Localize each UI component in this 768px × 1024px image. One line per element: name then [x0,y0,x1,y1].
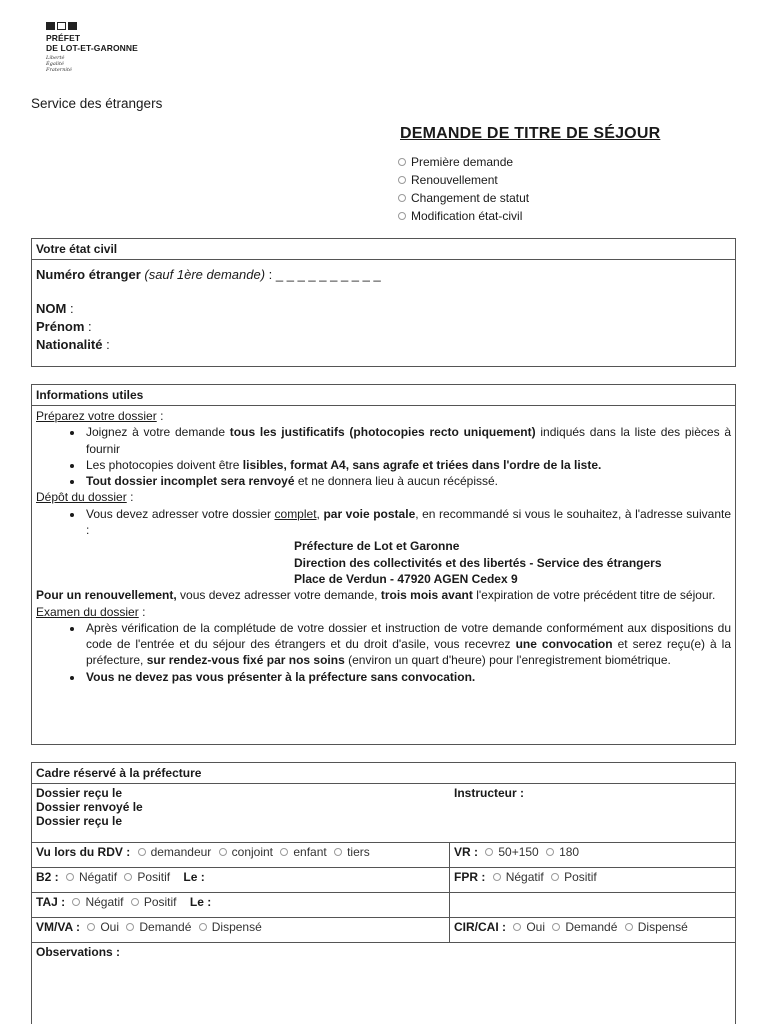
nom-field[interactable]: NOM : [36,301,74,316]
marianne-flag-icon [46,22,138,30]
radio-icon[interactable] [199,923,207,931]
list-item: • Les photocopies doivent être lisibles, format A4, sans agrafe et triées dans l'ordre de la liste. [84,457,731,473]
radio-icon[interactable] [551,873,559,881]
dossier-dates: Dossier reçu le Dossier renvoyé le Dossier reçu le [36,786,143,828]
prenom-field[interactable]: Prénom : [36,319,92,334]
radio-icon[interactable] [219,848,227,856]
radio-icon[interactable] [398,212,406,220]
radio-icon[interactable] [66,873,74,881]
logo-motto: Liberté Égalité Fraternité [46,55,72,73]
nationalite-field[interactable]: Nationalité : [36,337,110,352]
numero-etranger-field[interactable]: Numéro étranger (sauf 1ère demande) : _ _ _ _ _ _ _ _ _ _ [36,267,381,282]
taj-field[interactable]: TAJ : Négatif Positif Le : [32,893,450,917]
radio-icon[interactable] [625,923,633,931]
rdv-field[interactable]: Vu lors du RDV : demandeur conjoint enfant tiers [32,843,450,867]
request-type-options [398,153,529,225]
radio-icon[interactable] [398,158,406,166]
form-title: DEMANDE DE TITRE DE SÉJOUR [400,125,661,142]
section-heading: Cadre réservé à la préfecture [32,763,735,784]
radio-icon[interactable] [87,923,95,931]
etat-civil-section [31,238,736,367]
radio-icon[interactable] [552,923,560,931]
depot-heading: Dépôt du dossier : [36,490,134,505]
section-heading: Votre état civil [32,239,735,260]
vr-field[interactable]: VR : 50+150 180 [454,845,580,859]
option-renouvellement[interactable]: Renouvellement [398,171,529,189]
prep-heading: Préparez votre dossier : [36,409,164,423]
radio-icon[interactable] [334,848,342,856]
cadre-reserve-section [31,762,736,1024]
fpr-field[interactable]: FPR : Négatif Positif [454,870,597,884]
postal-address: Préfecture de Lot et Garonne Direction des collectivités et des libertés - Service des étrangers Place de Verdun - 47920 AGEN Cedex 9 [294,539,662,586]
list-item: • Vous devez adresser votre dossier complet, par voie postale, en recommandé si vous le souhaitez, à l'adresse suivante : [84,506,731,539]
logo-line: PRÉFET [46,33,81,43]
radio-icon[interactable] [493,873,501,881]
prefecture-logo [46,22,138,73]
instructeur-field[interactable]: Instructeur : [454,786,525,800]
cir-cai-field[interactable]: CIR/CAI : Oui Demandé Dispensé [454,920,688,934]
radio-icon[interactable] [513,923,521,931]
radio-icon[interactable] [138,848,146,856]
radio-icon[interactable] [398,194,406,202]
logo-line: DE LOT-ET-GARONNE [46,43,138,53]
list-item: • Tout dossier incomplet sera renvoyé et ne donnera lieu à aucun récépissé. [84,473,731,489]
radio-icon[interactable] [131,898,139,906]
exam-heading: Examen du dossier : [36,604,146,619]
empty-cell [450,893,735,917]
renewal-note: Pour un renouvellement, vous devez adresser votre demande, trois mois avant l'expiration de votre précédent titre de séjour. [36,588,716,603]
b2-field[interactable]: B2 : Négatif Positif Le : [32,868,450,892]
observations-field[interactable]: Observations : [36,945,121,959]
section-heading: Informations utiles [32,385,735,406]
radio-icon[interactable] [72,898,80,906]
radio-icon[interactable] [546,848,554,856]
list-item: • Après vérification de la complétude de votre dossier et instruction de votre demande conformément aux dispositions du code de l'entrée et du séjour des étrangers et du droit d'asile, vous recevrez une convocation et serez reçu(e) à la préfecture, sur rendez-vous fixé par nos soins (environ un quart d'heure) pour l'enregistrement biométrique. [84,620,731,669]
informations-section [31,384,736,745]
service-name: Service des étrangers [31,96,163,111]
list-item: • Joignez à votre demande tous les justificatifs (photocopies recto uniquement) indiqués dans la liste des pièces à fournir [84,424,731,457]
list-item: • Vous ne devez pas vous présenter à la préfecture sans convocation. [84,669,731,685]
option-changement-statut[interactable]: Changement de statut [398,189,529,207]
option-premiere-demande[interactable]: Première demande [398,153,529,171]
radio-icon[interactable] [280,848,288,856]
radio-icon[interactable] [485,848,493,856]
radio-icon[interactable] [126,923,134,931]
vmva-field[interactable]: VM/VA : Oui Demandé Dispensé [32,918,450,942]
radio-icon[interactable] [398,176,406,184]
option-modification-etat-civil[interactable]: Modification état-civil [398,207,529,225]
radio-icon[interactable] [124,873,132,881]
